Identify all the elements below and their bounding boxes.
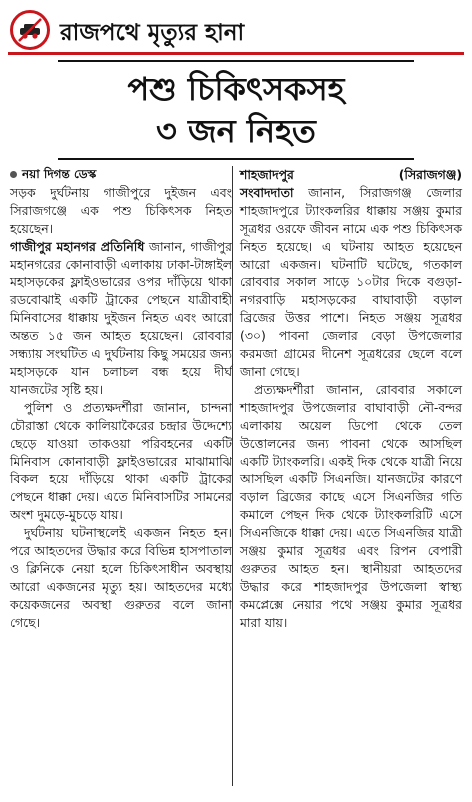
gazipur-paragraph-text: জানান, গাজীপুর মহানগরের কোনাবাড়ী এলাকায় ঢাকা-টাঙ্গাইল মহাসড়কের ফ্লাইওভারের ওপর দাঁড়িয়ে থাকা রডবোঝাই একটি ট্রাকের পেছনে যাত্রীবাহী মিনিবাসের ধাক্কায় দুইজন নিহত এবং আরো অন্তত ১৫ জন আহত হয়েছেন। রোববার সন্ধ্যায় সংঘটিত এ দুর্ঘটনায় কিছু সময়ের জন্য মহাসড়কে যান চলাচল বন্ধ হয়ে দীর্ঘ যানজটের সৃষ্টি হয়। (10, 238, 232, 397)
correspondent-credit: সংবাদদাতা (240, 184, 294, 200)
shahjadpur-paragraph (240, 184, 462, 381)
dateline-place: শাহজাদপুর (240, 167, 294, 182)
article-left-column (10, 166, 232, 632)
reporter-credit: গাজীপুর মহানগর প্রতিনিধি (10, 238, 145, 254)
bullet-icon (10, 171, 17, 178)
witness-paragraph: পুলিশ ও প্রত্যক্ষদর্শীরা জানান, চান্দনা চৌরাস্তা থেকে কালিয়াকৈরের চন্দ্রার উদ্দেশ্যে ছেড়ে যাওয়া তাকওয়া পরিবহনের একটি মিনিবাস কোনাবাড়ী ফ্লাইওভারের মাঝামাঝি বিকল হয়ে দাঁড়িয়ে থাকা একটি ট্রাকের পেছনে ধাক্কা দেয়। এতে মিনিবাসটির সামনের অংশ দুমড়ে-মুচড়ে যায়। (10, 399, 232, 523)
headline-line-2: ৩ জন নিহত (156, 112, 316, 150)
desk-credit (10, 166, 232, 184)
dateline-district: (সিরাজগঞ্জ) (398, 167, 462, 182)
section-header (8, 8, 464, 55)
section-title: রাজপথে মৃত্যুর হানা (60, 20, 245, 46)
casualty-paragraph: দুর্ঘটনায় ঘটনাস্থলেই একজন নিহত হন। পরে আহতদের উদ্ধার করে বিভিন্ন হাসপাতাল ও ক্লিনিকে নেয়া হলে চিকিৎসাধীন অবস্থায় আরো একজনের মৃত্যু হয়। আহতদের মধ্যে কয়েকজনের অবস্থা গুরুতর বলে জানা গেছে। (10, 525, 232, 630)
article-right-column (240, 166, 462, 632)
car-crash-icon (17, 17, 43, 43)
desk-label: নয়া দিগন্ত ডেস্ক (22, 167, 97, 181)
shahjadpur-paragraph-text: জানান, সিরাজগঞ্জ জেলার শাহজাদপুরে ট্যাংকলরির ধাক্কায় সঞ্জয় কুমার সূত্রধর ওরফে জীবন নামে এক পশু চিকিৎসক নিহত হয়েছে। এ ঘটনায় আহত হয়েছেন আরো একজন। ঘটনাটি ঘটেছে, গতকাল রোববার সকাল সাড়ে ১০টার দিকে বগুড়া-নগরবাড়ি মহাসড়কের বাঘাবাড়ী বড়াল ব্রিজের উত্তর পাশে। নিহত সঞ্জয় সূত্রধর (৩০) পাবনা জেলার বেড়া উপজেলার করমজা গ্রামের দীনেশ সূত্রধরের ছেলে বলে জানা গেছে। (240, 184, 462, 379)
eyewitness-paragraph: প্রত্যক্ষদর্শীরা জানান, রোববার সকালে শাহজাদপুর উপজেলার বাঘাবাড়ী নৌ-বন্দর এলাকায় অয়েল ডিপো থেকে তেল উত্তোলনের জন্য পাবনা থেকে আসছিল একটি ট্যাংকলরি। একই দিক থেকে যাত্রী নিয়ে আসছিল একটি সিএনজি। যানজটের কারণে বড়াল ব্রিজের কাছে এসে সিএনজির গতি কমালে পেছন দিক থেকে ট্যাংকলরিটি এসে সিএনজিকে ধাক্কা দেয়। এতে সিএনজির যাত্রী সঞ্জয় কুমার সূত্রধর এবং রিপন বেপারী গুরুতর আহত হন। স্থানীয়রা আহতদের উদ্ধার করে শাহজাদপুর উপজেলা স্বাস্থ্য কমপ্লেক্সে নেয়ার পথে সঞ্জয় কুমার সূত্রধর মারা যায়। (240, 381, 462, 630)
intro-paragraph: সড়ক দুর্ঘটনায় গাজীপুরে দুইজন এবং সিরাজগঞ্জে এক পশু চিকিৎসক নিহত হয়েছেন। (10, 184, 232, 236)
gazipur-paragraph (10, 238, 232, 399)
dateline (240, 166, 462, 184)
road-accident-icon (10, 10, 50, 50)
column-divider (232, 166, 233, 786)
headline-line-1: পশু চিকিৎসকসহ (127, 70, 345, 108)
headline (58, 60, 414, 160)
